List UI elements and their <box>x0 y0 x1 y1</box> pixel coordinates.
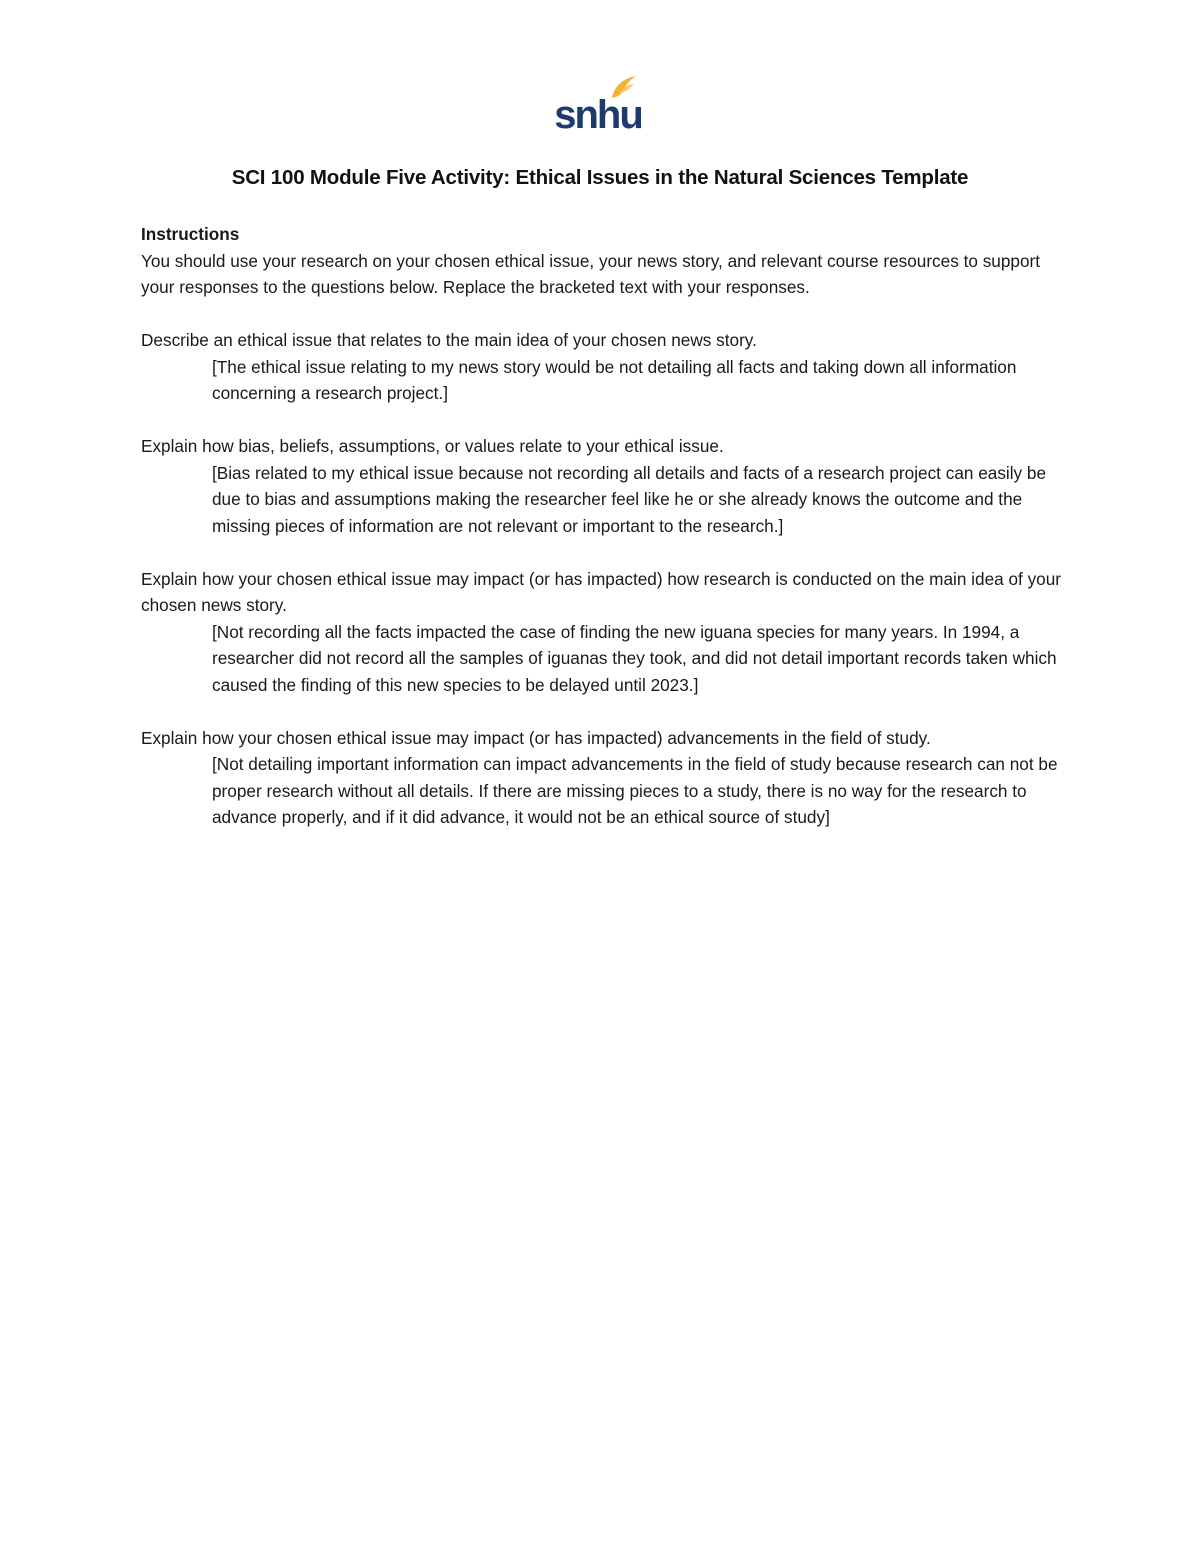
question-response: [Not detailing important information can impact advancements in the field of study because research can not be proper research without all details. If there are missing pieces to a study, there is no way for the research to advance properly, and if it did advance, it would not be an ethical source of study] <box>212 754 1058 827</box>
question-response: [Not recording all the facts impacted the case of finding the new iguana species for many years. In 1994, a researcher did not record all the samples of iguanas they took, and did not detail important records taken which caused the finding of this new species to be delayed until 2023.] <box>212 621 1057 695</box>
question-prompt: Explain how bias, beliefs, assumptions, or values relate to your ethical issue. <box>141 436 724 456</box>
question-prompt: Explain how your chosen ethical issue may impact (or has impacted) advancements in the field of study. <box>141 727 931 748</box>
instructions-text: You should use your research on your chosen ethical issue, your news story, and relevant course resources to support your responses to the questions below. Replace the bracketed text with your responses. <box>141 250 1041 297</box>
question-prompt: Explain how your chosen ethical issue may impact (or has impacted) how research is conducted on the main idea of your chosen news story. <box>141 568 1062 615</box>
question-response: [The ethical issue relating to my news story would be not detailing all facts and taking down all information concerning a research project.] <box>212 356 1017 403</box>
snhu-logo <box>552 72 644 136</box>
instructions-heading: Instructions <box>141 224 240 244</box>
document-body <box>141 221 1061 831</box>
question-response: [Bias related to my ethical issue because not recording all details and facts of a research project can easily be due to bias and assumptions making the researcher feel like he or she already knows the outcome and the missing pieces of information are not relevant or important to the research.] <box>212 462 1047 536</box>
question-prompt: Describe an ethical issue that relates to the main idea of your chosen news story. <box>141 330 757 350</box>
document-title: SCI 100 Module Five Activity: Ethical Issues in the Natural Sciences Template <box>231 166 969 189</box>
svg-text:snhu: snhu <box>554 93 642 136</box>
